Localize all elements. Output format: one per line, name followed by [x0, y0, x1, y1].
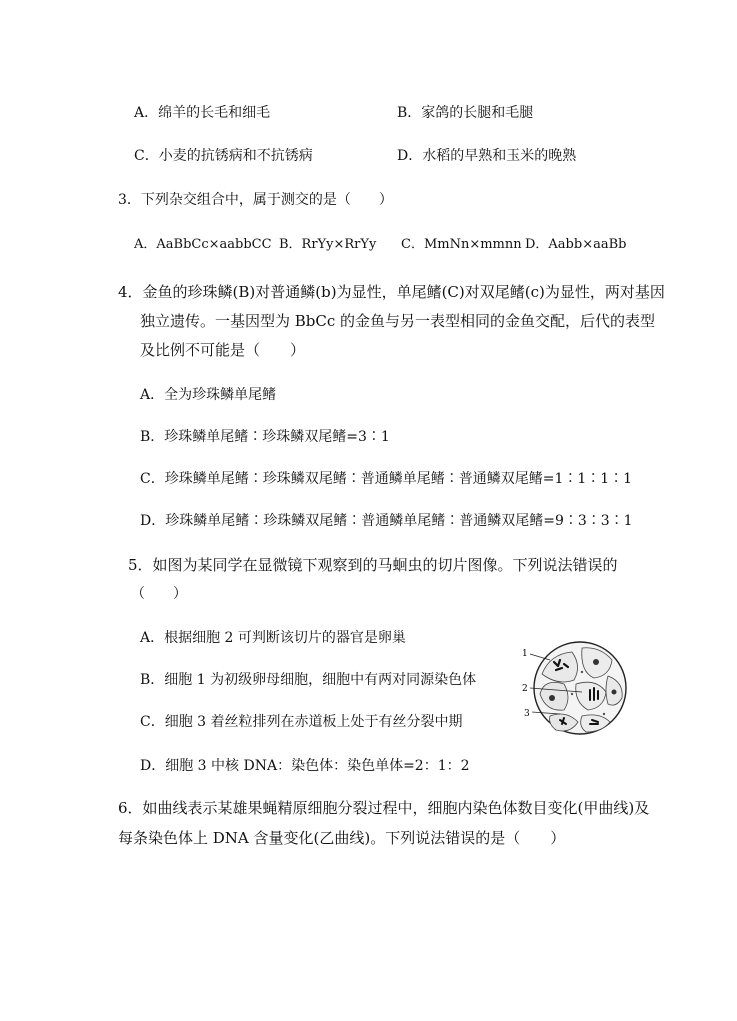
q5-option-c: C．细胞 3 着丝粒排列在赤道板上处于有丝分裂中期 — [140, 714, 463, 730]
q5-stem-line2: （ ） — [131, 586, 187, 602]
figure-label-1: 1 — [522, 649, 528, 659]
q6-stem-line2: 每条染色体上 DNA 含量变化(乙曲线)。下列说法错误的是（ ） — [118, 829, 566, 847]
q4-option-c: C．珍珠鳞单尾鳍∶珍珠鳞双尾鳍∶普通鳞单尾鳍∶普通鳞双尾鳍=1∶1∶1∶1 — [140, 471, 633, 487]
q4-stem-line3: 及比例不可能是（ ） — [140, 341, 306, 359]
q3-option-b: B．RrYy×RrYy — [279, 237, 377, 252]
figure-label-3: 3 — [524, 709, 530, 719]
q6-stem-line1: 6．如曲线表示某雄果蝇精原细胞分裂过程中，细胞内染色体数目变化(甲曲线)及 — [118, 799, 650, 817]
q3-option-c: C．MmNn×mmnn — [401, 237, 522, 252]
q5-option-b: B．细胞 1 为初级卵母细胞，细胞中有两对同源染色体 — [140, 672, 477, 688]
q2-option-c: C．小麦的抗锈病和不抗锈病 — [134, 148, 313, 164]
figure-label-2: 2 — [522, 684, 528, 694]
q5-stem-line1: 5．如图为某同学在显微镜下观察到的马蛔虫的切片图像。下列说法错误的 — [128, 556, 618, 574]
q4-option-d: D．珍珠鳞单尾鳍∶珍珠鳞双尾鳍∶普通鳞单尾鳍∶普通鳞双尾鳍=9∶3∶3∶1 — [140, 513, 633, 529]
figure-circle-field — [534, 642, 626, 734]
q2-option-d: D．水稻的早熟和玉米的晚熟 — [397, 148, 577, 164]
q2-option-b: B．家鸽的长腿和毛腿 — [397, 105, 534, 121]
q5-option-d: D．细胞 3 中核 DNA：染色体：染色单体=2：1：2 — [140, 758, 470, 774]
q4-option-b: B．珍珠鳞单尾鳍∶珍珠鳞双尾鳍=3∶1 — [140, 429, 390, 445]
q3-option-d: D．Aabb×aaBb — [525, 237, 627, 252]
q4-stem-line1: 4．金鱼的珍珠鳞(B)对普通鳞(b)为显性，单尾鳍(C)对双尾鳍(c)为显性，两对基因 — [118, 283, 665, 301]
q2-option-a: A．绵羊的长毛和细毛 — [134, 105, 271, 121]
q3-option-a: A．AaBbCc×aabbCC — [134, 237, 272, 252]
q5-option-a: A．根据细胞 2 可判断该切片的器官是卵巢 — [140, 630, 406, 646]
micrograph-figure — [520, 636, 630, 740]
q3-stem: 3．下列杂交组合中，属于测交的是（ ） — [118, 192, 393, 208]
q4-option-a: A．全为珍珠鳞单尾鳍 — [140, 387, 277, 403]
q4-stem-line2: 独立遗传。一基因型为 BbCc 的金鱼与另一表型相同的金鱼交配，后代的表型 — [140, 312, 656, 330]
